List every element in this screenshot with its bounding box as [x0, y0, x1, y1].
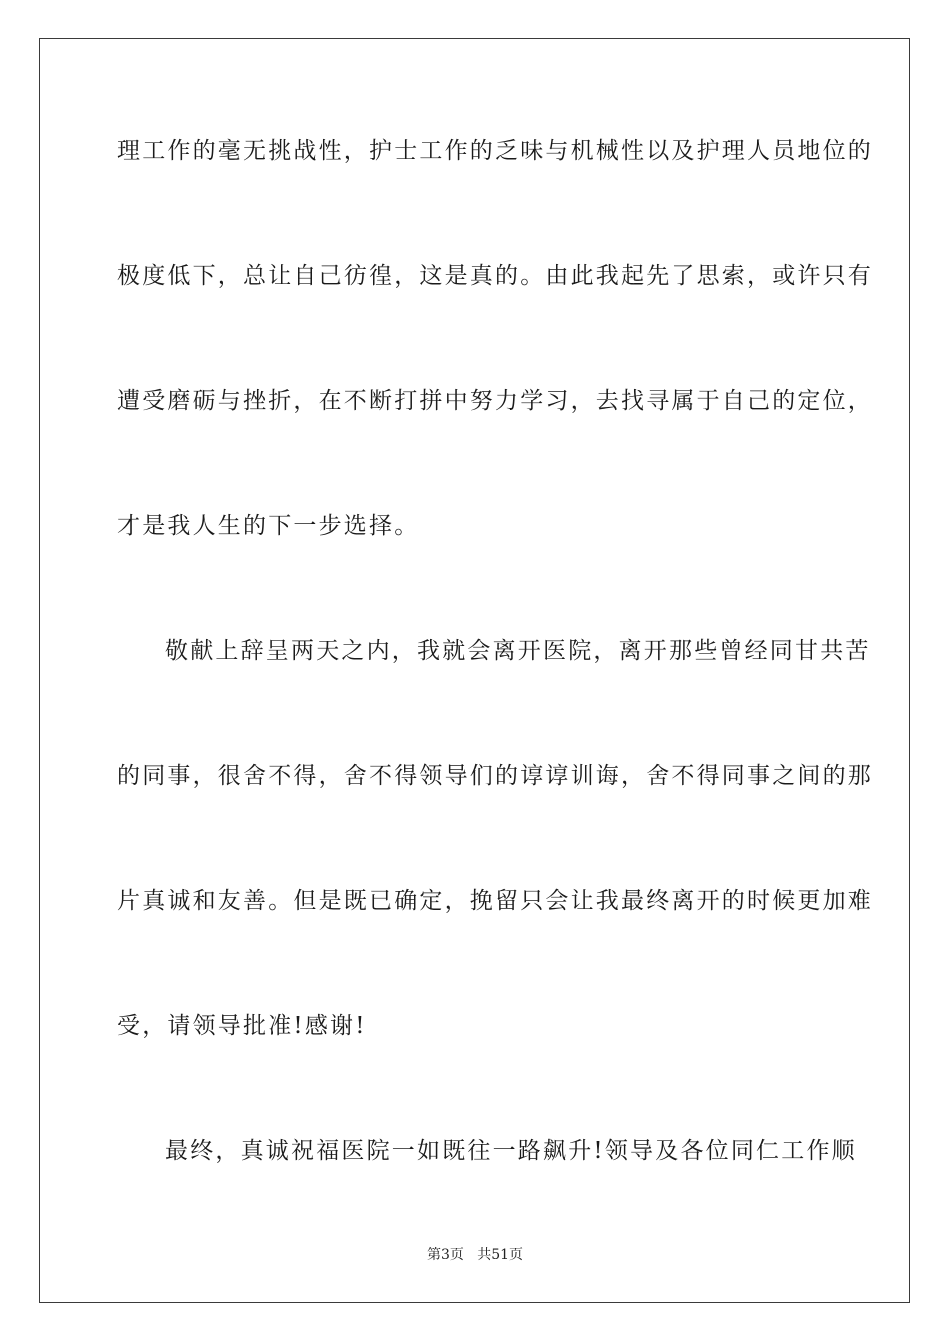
body-text-line-9: 最终，真诚祝福医院一如既往一路飙升!领导及各位同仁工作顺 [165, 1138, 857, 1164]
body-text-line-3: 遭受磨砺与挫折，在不断打拼中努力学习，去找寻属于自己的定位， [117, 388, 873, 414]
page-border [39, 38, 910, 1303]
body-text-line-4: 才是我人生的下一步选择。 [117, 513, 420, 539]
body-text-line-7: 片真诚和友善。但是既已确定，挽留只会让我最终离开的时候更加难 [117, 888, 873, 914]
body-text-line-1: 理工作的毫无挑战性，护士工作的乏味与机械性以及护理人员地位的 [117, 138, 873, 164]
body-text-line-8: 受，请领导批准!感谢! [117, 1013, 367, 1039]
body-text-line-5: 敬献上辞呈两天之内，我就会离开医院，离开那些曾经同甘共苦 [165, 638, 871, 664]
page-number-footer: 第3页 共51页 [426, 1247, 524, 1263]
body-text-line-2: 极度低下，总让自己彷徨，这是真的。由此我起先了思索，或许只有 [117, 263, 873, 289]
body-text-line-6: 的同事，很舍不得，舍不得领导们的谆谆训诲，舍不得同事之间的那 [117, 763, 873, 789]
